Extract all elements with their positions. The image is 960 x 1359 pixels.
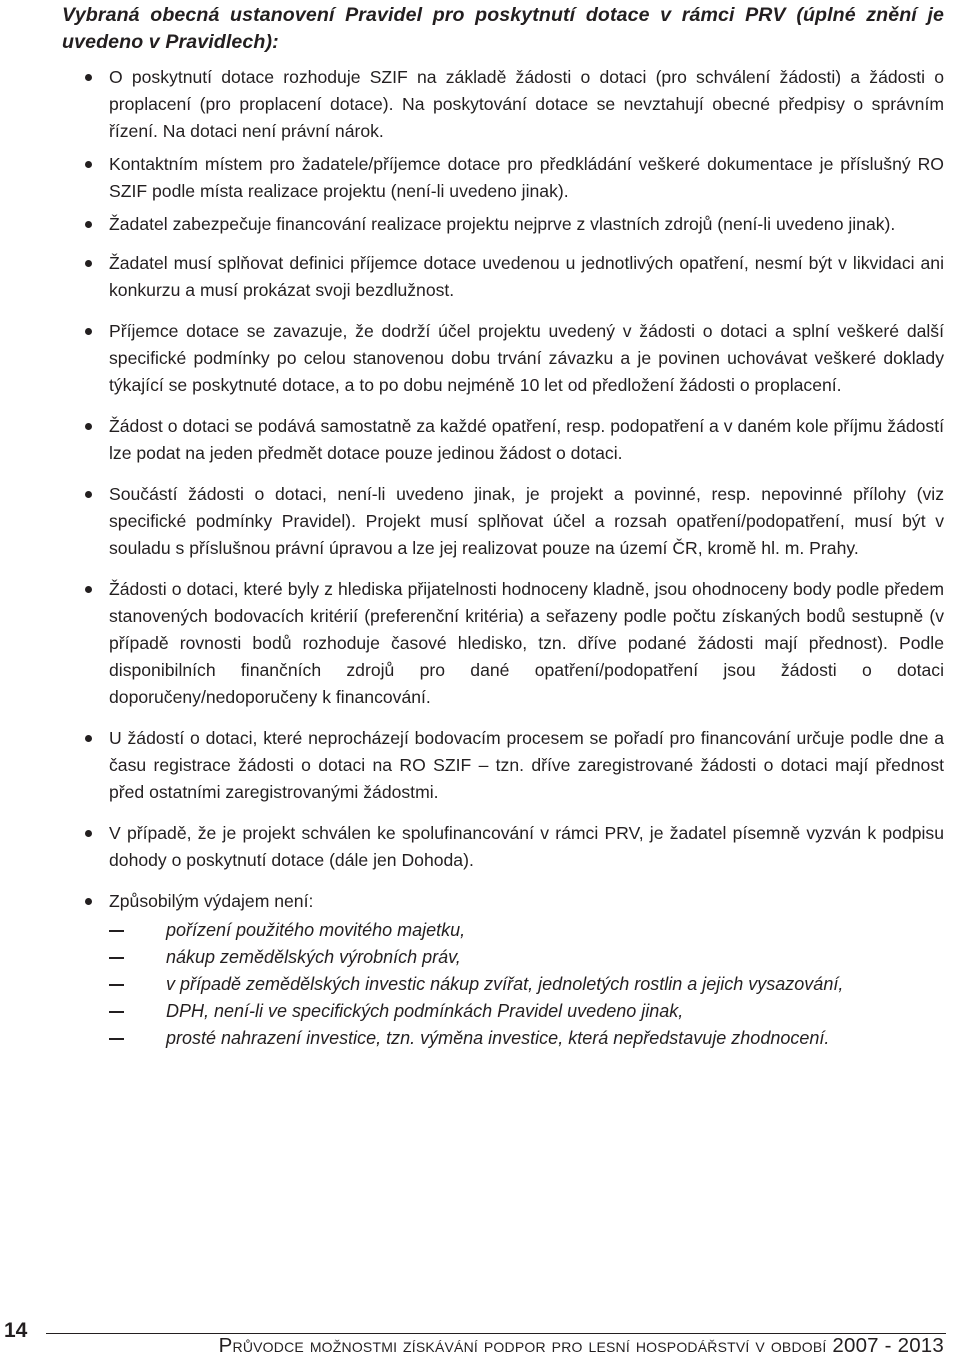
list-item bbox=[84, 64, 944, 145]
list-item bbox=[84, 820, 944, 874]
sub-list-item-text: v případě zemědělských investic nákup zvířat, jednoletých rostlin a jejich vysazování, bbox=[166, 974, 844, 994]
list-item-text: Příjemce dotace se zavazuje, že dodrží účel projektu uvedený v žádosti o dotaci a splní veškeré další specifické podmínky po celou stanovenou dobu trvání závazku a je povinen uchovávat veškeré doklady týkající se poskytnuté dotace, a to po dobu nejméně 10 let od předložení žádosti o proplacení. bbox=[109, 321, 944, 395]
list-item bbox=[84, 211, 944, 238]
bullet-icon bbox=[85, 830, 92, 837]
sub-list-item bbox=[109, 1025, 944, 1052]
bullet-icon bbox=[85, 74, 92, 81]
bullet-icon bbox=[85, 221, 92, 228]
bullet-icon bbox=[85, 423, 92, 430]
list-item-text: Způsobilým výdajem není: bbox=[109, 891, 314, 911]
sub-list-item bbox=[109, 998, 944, 1025]
sub-list-item bbox=[109, 944, 944, 971]
bullet-icon bbox=[85, 328, 92, 335]
dash-icon bbox=[109, 1011, 124, 1013]
sub-list-item bbox=[109, 971, 944, 998]
section-heading: Vybraná obecná ustanovení Pravidel pro poskytnutí dotace v rámci PRV (úplné znění je uvedeno v Pravidlech): bbox=[62, 4, 944, 53]
bullet-icon bbox=[85, 260, 92, 267]
dash-icon bbox=[109, 1038, 124, 1040]
list-item bbox=[84, 888, 944, 1052]
list-item bbox=[84, 318, 944, 399]
list-item bbox=[84, 413, 944, 467]
sub-list-item-text: nákup zemědělských výrobních práv, bbox=[166, 947, 461, 967]
bullet-icon bbox=[85, 586, 92, 593]
list-item-text: O poskytnutí dotace rozhoduje SZIF na základě žádosti o dotaci (pro schválení žádosti) a žádosti o proplacení (pro proplacení dotace). Na poskytování dotace se nevztahují obecné předpisy o správním řízení. Na dotaci není právní nárok. bbox=[109, 67, 944, 141]
list-item-text: Žadatel zabezpečuje financování realizace projektu nejprve z vlastních zdrojů (není-li uvedeno jinak). bbox=[109, 214, 896, 234]
list-item bbox=[84, 481, 944, 562]
footer-title: Průvodce možnostmi získávání podpor pro lesní hospodářství v období 2007 - 2013 bbox=[218, 1334, 944, 1357]
dash-icon bbox=[109, 984, 124, 986]
list-item bbox=[84, 250, 944, 304]
sub-list-item-text: DPH, není-li ve specifických podmínkách Pravidel uvedeno jinak, bbox=[166, 1001, 684, 1021]
list-item bbox=[84, 576, 944, 711]
bullet-icon bbox=[85, 898, 92, 905]
bullet-icon bbox=[85, 491, 92, 498]
list-item-text: Žadatel musí splňovat definici příjemce dotace uvedenou u jednotlivých opatření, nesmí být v likvidaci ani konkurzu a musí prokázat svoji bezdlužnost. bbox=[109, 253, 944, 300]
list-item-text: Žádost o dotaci se podává samostatně za každé opatření, resp. podopatření a v daném kole příjmu žádostí lze podat na jeden předmět dotace pouze jedinou žádost o dotaci. bbox=[109, 416, 944, 463]
sub-list-item-text: pořízení použitého movitého majetku, bbox=[166, 920, 466, 940]
ineligible-expenses-list bbox=[109, 917, 944, 1052]
bullet-icon bbox=[85, 161, 92, 168]
sub-list-item bbox=[109, 917, 944, 944]
sub-list-item-text: prosté nahrazení investice, tzn. výměna investice, která nepředstavuje zhodnocení. bbox=[166, 1028, 830, 1048]
list-item-text: V případě, že je projekt schválen ke spolufinancování v rámci PRV, je žadatel písemně vyzván k podpisu dohody o poskytnutí dotace (dále jen Dohoda). bbox=[109, 823, 944, 870]
dash-icon bbox=[109, 957, 124, 959]
list-item-text: U žádostí o dotaci, které neprocházejí bodovacím procesem se pořadí pro financování určuje podle dne a času registrace žádosti o dotaci na RO SZIF – tzn. dříve zaregistrované žádosti o dotaci mají přednost před ostatními zaregistrovanými žádostmi. bbox=[109, 728, 944, 802]
list-item-text: Kontaktním místem pro žadatele/příjemce dotace pro předkládání veškeré dokumentace je příslušný RO SZIF podle místa realizace projektu (není-li uvedeno jinak). bbox=[109, 154, 944, 201]
list-item bbox=[84, 151, 944, 205]
list-item-text: Součástí žádosti o dotaci, není-li uvedeno jinak, je projekt a povinné, resp. nepovinné přílohy (viz specifické podmínky Pravidel). Projekt musí splňovat účel a rozsah opatření/podopatření, musí být v souladu s příslušnou právní úpravou a lze jej realizovat pouze na území ČR, kromě hl. m. Prahy. bbox=[109, 484, 944, 558]
rules-list bbox=[84, 64, 944, 1052]
page-number: 14 bbox=[4, 1319, 28, 1342]
dash-icon bbox=[109, 930, 124, 932]
bullet-icon bbox=[85, 735, 92, 742]
list-item-text: Žádosti o dotaci, které byly z hlediska přijatelnosti hodnoceny kladně, jsou ohodnoceny body podle předem stanovených bodovacích kritérií (preferenční kritéria) a seřazeny podle počtu získaných bodů sestupně (v případě rovnosti bodů rozhoduje časové hledisko, tzn. dříve podané žádosti mají přednost). Podle disponibilních finančních zdrojů pro dané opatření/podopatření jsou žádosti o dotaci doporučeny/nedoporučeny k financování. bbox=[109, 579, 944, 707]
list-item bbox=[84, 725, 944, 806]
